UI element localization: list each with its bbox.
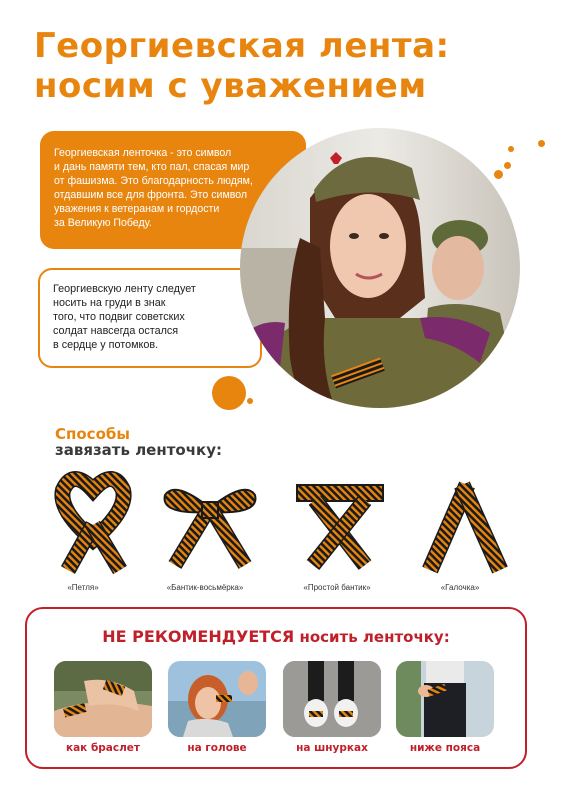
ribbon-label: «Простой бантик» xyxy=(303,583,371,592)
ribbon-label: «Галочка» xyxy=(440,583,480,592)
info-line: Георгиевскую ленту следует xyxy=(53,283,196,295)
below-waist-photo xyxy=(396,661,494,737)
info-line: Георгиевская ленточка - это символ xyxy=(54,147,232,159)
decor-dot xyxy=(538,140,545,147)
ways-heading xyxy=(55,426,222,458)
warning-strong: НЕ РЕКОМЕНДУЕТСЯ xyxy=(102,627,295,646)
ribbon-label: «Петля» xyxy=(67,583,99,592)
decor-dot xyxy=(508,146,514,152)
soldier-girl-photo xyxy=(240,128,520,408)
loop-ribbon-icon xyxy=(38,470,148,580)
wearing-info-box xyxy=(38,268,262,368)
info-line: носить на груди в знак xyxy=(53,297,166,309)
page-title xyxy=(34,26,534,106)
simple-bow-ribbon-icon xyxy=(285,470,395,580)
info-line: в сердце у потомков. xyxy=(53,339,159,351)
info-line: того, что подвиг советских xyxy=(53,311,185,323)
decor-dot xyxy=(504,162,511,169)
not-recommended-heading xyxy=(27,627,525,646)
shoelaces-photo xyxy=(283,661,381,737)
warning-rest: носить ленточку: xyxy=(294,628,450,646)
title-line-2: носим с уважением xyxy=(34,66,427,106)
decor-dot xyxy=(212,376,246,410)
head-photo xyxy=(168,661,266,737)
ways-heading-line-2: завязать ленточку: xyxy=(55,441,222,459)
decor-dot xyxy=(494,170,503,179)
bow-eight-ribbon-icon xyxy=(155,470,265,580)
bracelet-photo xyxy=(54,661,152,737)
info-line: отдавшим все для фронта. Это символ xyxy=(54,189,248,201)
title-line-1: Георгиевская лента: xyxy=(34,26,450,66)
below-waist-label: ниже пояса xyxy=(409,742,481,754)
head-label: на голове xyxy=(187,742,247,754)
info-line: и дань памяти тем, кто пал, спасая мир xyxy=(54,161,250,173)
shoelaces-label: на шнурках xyxy=(296,742,368,754)
info-line: от фашизма. Это благодарность людям, xyxy=(54,175,253,187)
info-line: за Великую Победу. xyxy=(54,217,152,229)
info-line: уважения к ветеранам и гордости xyxy=(54,203,220,215)
bracelet-label: как браслет xyxy=(65,742,141,754)
info-line: солдат навсегда остался xyxy=(53,325,179,337)
checkmark-ribbon-icon xyxy=(412,470,522,580)
decor-dot xyxy=(247,398,253,404)
ribbon-label: «Бантик-восьмёрка» xyxy=(166,583,244,592)
ways-heading-line-1: Способы xyxy=(55,425,130,443)
